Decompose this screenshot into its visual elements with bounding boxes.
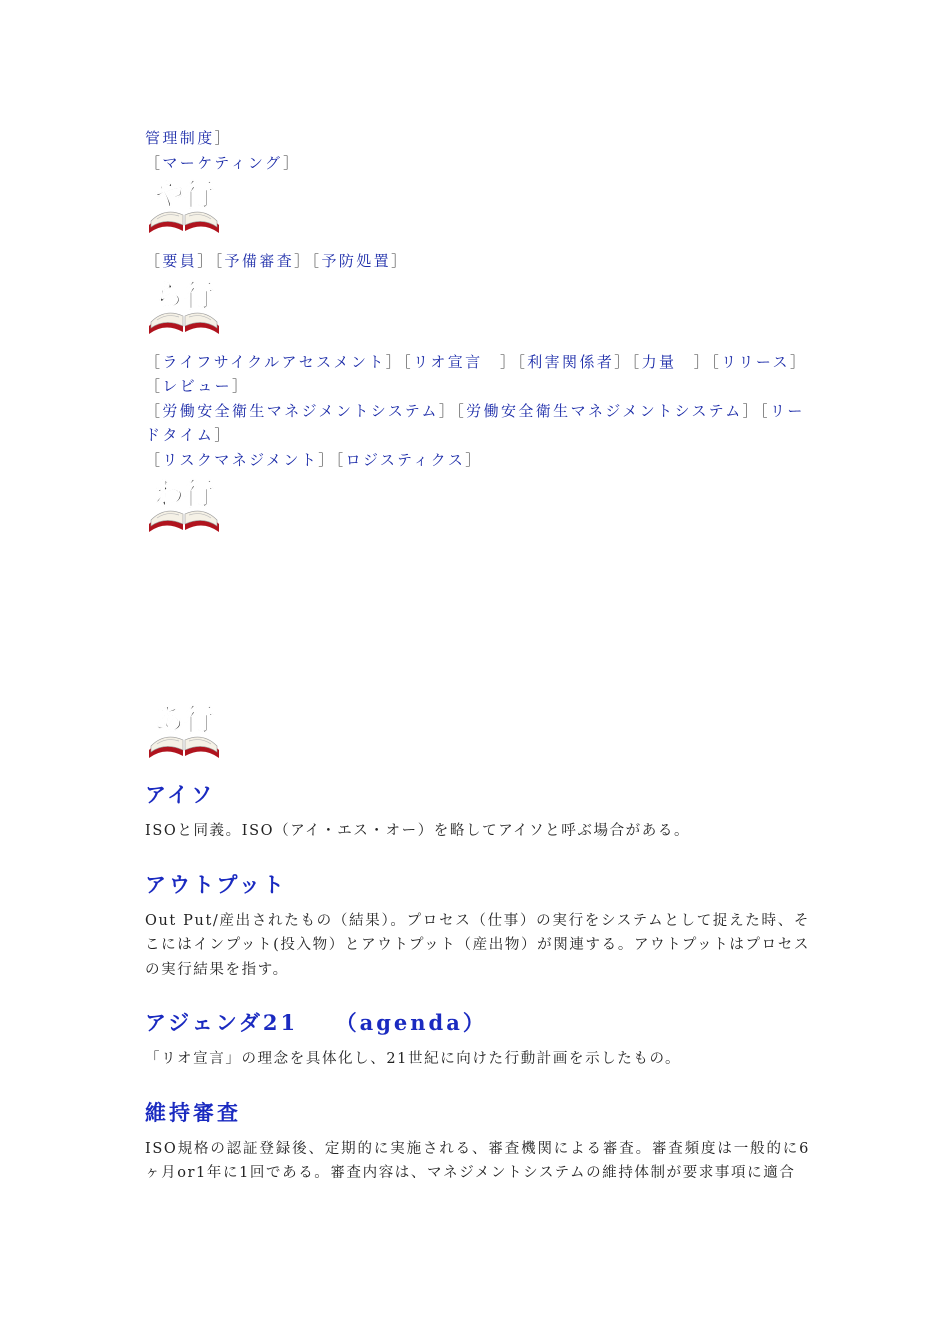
index-link[interactable]: リリース xyxy=(721,352,790,371)
bracket-close: ］ xyxy=(214,129,233,147)
book-icon xyxy=(145,276,223,334)
book-icon-label: や行 xyxy=(154,178,214,213)
entry-title: 維持審査 xyxy=(145,1099,241,1125)
book-icon-label: ら行 xyxy=(154,278,214,314)
a-gyou-heading xyxy=(145,700,810,766)
index-link[interactable]: 力量 xyxy=(641,352,694,371)
link-line: ［労働安全衛生マネジメントシステム］［労働安全衛生マネジメントシステム］［リードタイム］ xyxy=(145,401,805,444)
link-kanri-seido[interactable]: 管理制度 xyxy=(145,129,215,147)
index-link[interactable]: 要員 xyxy=(162,252,198,270)
index-link[interactable]: リードタイム xyxy=(145,401,805,444)
entry-title: アジェンダ21 （agenda） xyxy=(145,1010,487,1035)
index-link[interactable]: リスクマネジメント xyxy=(162,450,319,469)
book-icon xyxy=(145,175,223,233)
book-icon xyxy=(145,700,223,758)
link-marketing[interactable]: マーケティング xyxy=(162,153,284,172)
section-heading xyxy=(145,175,810,241)
glossary-entries xyxy=(145,780,810,1186)
fragment-links xyxy=(145,126,810,175)
entry-body: ISOと同義。ISO（アイ・エス・オー）を略してアイソと呼ぶ場合がある。 xyxy=(145,823,691,839)
index-link[interactable]: ロジスティクス xyxy=(345,450,466,469)
section-heading xyxy=(145,276,810,342)
index-link[interactable]: 予備審査 xyxy=(224,252,295,270)
link-line: ［要員］［予備審査］［予防処置］ xyxy=(145,252,409,270)
index-sections xyxy=(145,175,810,540)
entry-title: アイソ xyxy=(145,782,216,807)
index-link[interactable]: ライフサイクルアセスメント xyxy=(162,352,386,371)
fragment-line-2: ［マーケティング］ xyxy=(145,153,301,172)
section-heading xyxy=(145,474,810,540)
index-link[interactable]: 利害関係者 xyxy=(527,352,615,371)
book-icon xyxy=(145,474,223,532)
book-icon-label: わ行 xyxy=(154,477,214,512)
fragment-line-1 xyxy=(145,126,810,151)
section-links xyxy=(145,249,810,274)
entry-title: アウトプット xyxy=(145,871,287,897)
section-links xyxy=(145,350,810,473)
link-line: ［ライフサイクルアセスメント］［リオ宣言 ］［利害関係者］［力量 ］［リリース］［レビュー］ xyxy=(145,352,808,395)
document-page xyxy=(145,126,810,1186)
index-link[interactable]: 労働安全衛生マネジメントシステム xyxy=(466,401,743,420)
entry-body: 「リオ宣言」の理念を具体化し、21世紀に向けた行動計画を示したもの。 xyxy=(145,1051,682,1067)
book-icon-label: あ行 xyxy=(154,703,214,738)
index-link[interactable]: 予防処置 xyxy=(321,252,392,270)
entry-body: Out Put/産出されたもの（結果）。プロセス（仕事）の実行をシステムとして捉えた時、そこにはインプット(投入物）とアウトプット（産出物）が関連する。アウトプットはプロセスの実行結果を指す。 xyxy=(145,912,810,978)
index-link[interactable]: リオ宣言 xyxy=(413,352,500,371)
index-link[interactable]: 労働安全衛生マネジメントシステム xyxy=(162,401,439,420)
index-link[interactable]: レビュー xyxy=(162,377,233,395)
entry-body: ISO規格の認証登録後、定期的に実施される、審査機関による審査。審査頻度は一般的に6ヶ月or1年に1回である。審査内容は、マネジメントシステムの維持体制が要求事項に適合 xyxy=(145,1140,810,1181)
link-line: ［リスクマネジメント］［ロジスティクス］ xyxy=(145,450,483,469)
